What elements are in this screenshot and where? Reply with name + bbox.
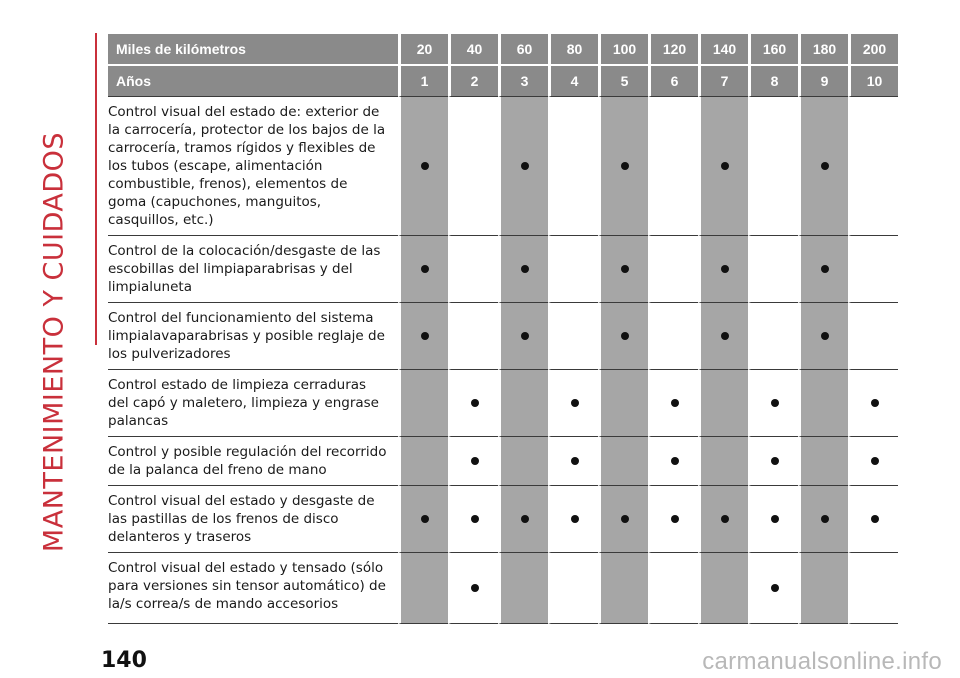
scheduled-dot-icon xyxy=(871,399,879,407)
scheduled-dot-icon xyxy=(621,265,629,273)
interval-cell xyxy=(398,236,448,303)
interval-cell xyxy=(548,303,598,370)
scheduled-dot-icon xyxy=(821,332,829,340)
years-header-cell: 9 xyxy=(798,66,848,97)
years-header-label: Años xyxy=(108,66,398,97)
km-header-row xyxy=(108,34,898,66)
scheduled-dot-icon xyxy=(621,332,629,340)
watermark: carmanualsonline.info xyxy=(702,648,942,675)
interval-cell xyxy=(548,97,598,236)
interval-cell xyxy=(648,97,698,236)
interval-cell xyxy=(448,236,498,303)
interval-cell xyxy=(848,370,898,437)
interval-cell xyxy=(548,486,598,553)
scheduled-dot-icon xyxy=(721,332,729,340)
interval-cell xyxy=(798,370,848,437)
interval-cell xyxy=(598,97,648,236)
km-header-cell: 180 xyxy=(798,34,848,66)
table-row xyxy=(108,370,898,437)
years-header-cell: 6 xyxy=(648,66,698,97)
km-header-cell: 100 xyxy=(598,34,648,66)
years-header-cell: 8 xyxy=(748,66,798,97)
section-divider xyxy=(95,33,97,345)
interval-cell xyxy=(698,486,748,553)
page-number: 140 xyxy=(101,648,147,673)
interval-cell xyxy=(448,437,498,486)
scheduled-dot-icon xyxy=(821,515,829,523)
interval-cell xyxy=(598,236,648,303)
years-header-cell: 3 xyxy=(498,66,548,97)
scheduled-dot-icon xyxy=(521,162,529,170)
scheduled-dot-icon xyxy=(571,515,579,523)
years-header-cell: 1 xyxy=(398,66,448,97)
km-header-cell: 140 xyxy=(698,34,748,66)
scheduled-dot-icon xyxy=(871,457,879,465)
table-row xyxy=(108,553,898,624)
scheduled-dot-icon xyxy=(771,457,779,465)
interval-cell xyxy=(548,370,598,437)
interval-cell xyxy=(798,236,848,303)
interval-cell xyxy=(648,303,698,370)
km-header-cell: 160 xyxy=(748,34,798,66)
interval-cell xyxy=(698,553,748,624)
interval-cell xyxy=(698,236,748,303)
years-header-cell: 2 xyxy=(448,66,498,97)
table-row xyxy=(108,236,898,303)
interval-cell xyxy=(798,97,848,236)
interval-cell xyxy=(598,370,648,437)
table-row xyxy=(108,437,898,486)
interval-cell xyxy=(848,97,898,236)
maintenance-item-text: Control del funcionamiento del sistema limpialavaparabrisas y posible reglaje de los pulverizadores xyxy=(108,303,398,370)
years-header-row xyxy=(108,66,898,97)
interval-cell xyxy=(748,97,798,236)
scheduled-dot-icon xyxy=(521,265,529,273)
interval-cell xyxy=(448,370,498,437)
scheduled-dot-icon xyxy=(471,515,479,523)
interval-cell xyxy=(398,370,448,437)
schedule-body xyxy=(108,97,898,624)
km-header-cell: 20 xyxy=(398,34,448,66)
interval-cell xyxy=(598,553,648,624)
interval-cell xyxy=(848,486,898,553)
scheduled-dot-icon xyxy=(571,399,579,407)
scheduled-dot-icon xyxy=(471,399,479,407)
scheduled-dot-icon xyxy=(671,457,679,465)
maintenance-item-text: Control y posible regulación del recorrido de la palanca del freno de mano xyxy=(108,437,398,486)
interval-cell xyxy=(798,437,848,486)
years-header-cell: 7 xyxy=(698,66,748,97)
maintenance-item-text: Control de la colocación/desgaste de las escobillas del limpiaparabrisas y del limpialuneta xyxy=(108,236,398,303)
scheduled-dot-icon xyxy=(521,515,529,523)
interval-cell xyxy=(698,370,748,437)
scheduled-dot-icon xyxy=(421,265,429,273)
table-row xyxy=(108,303,898,370)
interval-cell xyxy=(748,236,798,303)
scheduled-dot-icon xyxy=(621,515,629,523)
scheduled-dot-icon xyxy=(571,457,579,465)
maintenance-item-text: Control estado de limpieza cerraduras del capó y maletero, limpieza y engrase palancas xyxy=(108,370,398,437)
scheduled-dot-icon xyxy=(721,265,729,273)
scheduled-dot-icon xyxy=(771,515,779,523)
table-row xyxy=(108,486,898,553)
interval-cell xyxy=(498,437,548,486)
interval-cell xyxy=(798,486,848,553)
interval-cell xyxy=(648,236,698,303)
interval-cell xyxy=(498,236,548,303)
scheduled-dot-icon xyxy=(671,515,679,523)
maintenance-item-text: Control visual del estado de: exterior de la carrocería, protector de los bajos de la carrocería, tramos rígidos y flexibles de los tubos (escape, alimentación combustible, frenos), elementos de goma (capuchones, manguitos, casquillos, etc.) xyxy=(108,97,398,236)
interval-cell xyxy=(498,370,548,437)
interval-cell xyxy=(498,486,548,553)
scheduled-dot-icon xyxy=(821,265,829,273)
interval-cell xyxy=(498,97,548,236)
interval-cell xyxy=(648,486,698,553)
interval-cell xyxy=(398,437,448,486)
interval-cell xyxy=(748,437,798,486)
interval-cell xyxy=(748,303,798,370)
maintenance-item-text: Control visual del estado y tensado (sólo para versiones sin tensor automático) de la/s correa/s de mando accesorios xyxy=(108,553,398,624)
interval-cell xyxy=(598,437,648,486)
interval-cell xyxy=(798,553,848,624)
interval-cell xyxy=(598,486,648,553)
scheduled-dot-icon xyxy=(721,515,729,523)
scheduled-dot-icon xyxy=(421,162,429,170)
interval-cell xyxy=(648,553,698,624)
interval-cell xyxy=(398,553,448,624)
km-header-cell: 200 xyxy=(848,34,898,66)
scheduled-dot-icon xyxy=(471,584,479,592)
interval-cell xyxy=(448,97,498,236)
table-row xyxy=(108,97,898,236)
interval-cell xyxy=(748,553,798,624)
scheduled-dot-icon xyxy=(721,162,729,170)
scheduled-dot-icon xyxy=(421,515,429,523)
interval-cell xyxy=(598,303,648,370)
interval-cell xyxy=(548,553,598,624)
interval-cell xyxy=(848,303,898,370)
interval-cell xyxy=(498,303,548,370)
years-header-cell: 10 xyxy=(848,66,898,97)
interval-cell xyxy=(848,236,898,303)
interval-cell xyxy=(398,303,448,370)
km-header-cell: 80 xyxy=(548,34,598,66)
km-header-label: Miles de kilómetros xyxy=(108,34,398,66)
interval-cell xyxy=(698,303,748,370)
maintenance-item-text: Control visual del estado y desgaste de las pastillas de los frenos de disco delanteros y traseros xyxy=(108,486,398,553)
section-title: MANTENIMIENTO Y CUIDADOS xyxy=(38,131,70,553)
scheduled-dot-icon xyxy=(421,332,429,340)
km-header-cell: 60 xyxy=(498,34,548,66)
km-header-cell: 40 xyxy=(448,34,498,66)
scheduled-dot-icon xyxy=(471,457,479,465)
interval-cell xyxy=(648,370,698,437)
years-header-cell: 5 xyxy=(598,66,648,97)
scheduled-dot-icon xyxy=(621,162,629,170)
interval-cell xyxy=(398,486,448,553)
interval-cell xyxy=(448,303,498,370)
scheduled-dot-icon xyxy=(871,515,879,523)
km-header-cell: 120 xyxy=(648,34,698,66)
interval-cell xyxy=(398,97,448,236)
interval-cell xyxy=(798,303,848,370)
interval-cell xyxy=(548,236,598,303)
scheduled-dot-icon xyxy=(771,399,779,407)
interval-cell xyxy=(648,437,698,486)
interval-cell xyxy=(448,553,498,624)
interval-cell xyxy=(498,553,548,624)
scheduled-dot-icon xyxy=(671,399,679,407)
interval-cell xyxy=(848,553,898,624)
interval-cell xyxy=(748,370,798,437)
scheduled-dot-icon xyxy=(771,584,779,592)
scheduled-dot-icon xyxy=(521,332,529,340)
scheduled-dot-icon xyxy=(821,162,829,170)
interval-cell xyxy=(748,486,798,553)
years-header-cell: 4 xyxy=(548,66,598,97)
interval-cell xyxy=(698,437,748,486)
interval-cell xyxy=(448,486,498,553)
interval-cell xyxy=(848,437,898,486)
interval-cell xyxy=(698,97,748,236)
maintenance-schedule-table xyxy=(108,34,898,624)
interval-cell xyxy=(548,437,598,486)
